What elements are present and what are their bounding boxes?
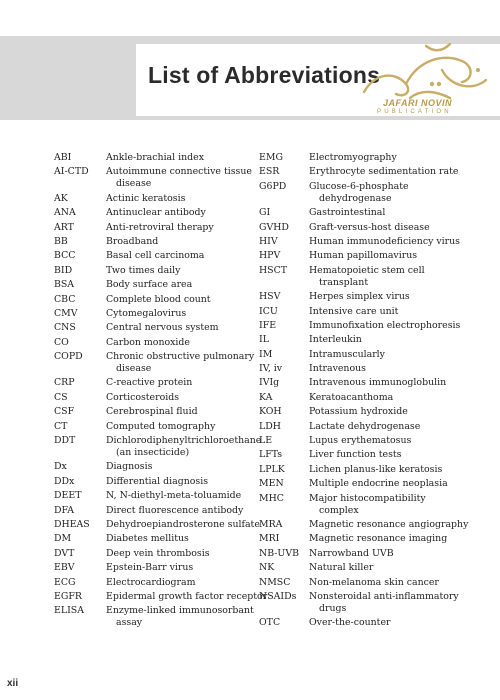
definition-line: Over-the-counter [309,617,391,629]
abbreviation-term: OTC [259,617,281,629]
abbreviation-term: DM [54,533,72,545]
abbreviation-term: IV, iv [259,363,283,375]
abbreviation-entry [54,337,250,349]
abbreviation-definition [106,392,250,404]
abbreviation-column-right [259,152,485,632]
abbreviation-term: GI [259,207,271,219]
abbreviation-definition [309,207,485,219]
abbreviation-entry [54,533,250,545]
abbreviation-definition [106,193,250,205]
abbreviation-definition [309,406,485,418]
definition-line: Human immunodeficiency virus [309,235,460,247]
definition-line: drugs [319,602,347,614]
abbreviation-entry [259,406,485,418]
abbreviation-definition [309,265,485,289]
abbreviation-entry [259,291,485,303]
abbreviation-entry [259,181,485,205]
abbreviation-definition [309,519,485,531]
definition-line: Multiple endocrine neoplasia [309,478,448,490]
abbreviation-entry [54,421,250,433]
definition-line: Diagnosis [106,461,153,473]
abbreviation-term: ICU [259,305,278,317]
abbreviation-definition [106,152,250,164]
abbreviation-definition [309,222,485,234]
abbreviation-definition [309,435,485,447]
abbreviation-definition [309,181,485,205]
definition-line: Complete blood count [106,293,211,305]
abbreviation-entry [54,377,250,389]
definition-line: Intravenous [309,363,366,375]
abbreviation-entry [259,320,485,332]
abbreviation-entry [259,548,485,560]
definition-line: Keratoacanthoma [309,391,394,403]
abbreviation-entry [54,265,250,277]
abbreviation-term: CRP [54,377,75,389]
abbreviation-definition [309,363,485,375]
abbreviation-definition [309,152,485,164]
abbreviation-definition [106,461,250,473]
abbreviation-entry [259,265,485,289]
abbreviation-definition [309,236,485,248]
abbreviation-entry [259,519,485,531]
abbreviation-entry [259,478,485,490]
abbreviation-entry [54,152,250,164]
abbreviation-term: HSCT [259,264,288,276]
abbreviation-term: CNS [54,322,76,334]
abbreviation-entry [259,533,485,545]
abbreviation-definition [106,591,267,603]
definition-line: Cerebrospinal fluid [106,406,198,418]
definition-line: Human papillomavirus [309,250,418,262]
abbreviation-entry [54,406,250,418]
abbreviation-definition [106,476,250,488]
abbreviation-entry [259,306,485,318]
abbreviation-definition [106,308,250,320]
abbreviation-definition [309,166,485,178]
definition-line: Direct fluorescence antibody [106,504,244,516]
abbreviation-term: ART [54,221,74,233]
definition-line: Autoimmune connective tissue [106,166,252,178]
abbreviation-definition [106,322,250,334]
definition-line: Electrocardiogram [106,576,196,588]
definition-line: Actinic keratosis [106,192,186,204]
definition-line: (an insecticide) [116,447,190,459]
abbreviation-term: DEET [54,490,82,502]
definition-line: Dichlorodiphenyltrichloroethane [106,435,262,447]
definition-line: Lactate dehydrogenase [309,420,421,432]
abbreviation-entry [259,349,485,361]
abbreviation-entry [54,490,250,502]
abbreviation-term: CT [54,420,68,432]
abbreviation-definition [309,533,485,545]
abbreviation-entry [54,351,255,375]
definition-line: Hematopoietic stem cell [309,264,425,276]
abbreviation-term: LFTs [259,449,283,461]
abbreviation-entry [54,577,250,589]
abbreviation-definition [106,236,250,248]
abbreviation-entry [54,518,260,531]
abbreviation-definition [309,617,485,629]
abbreviation-entry [259,617,485,629]
definition-line: Diabetes mellitus [106,533,189,545]
abbreviation-term: DDx [54,475,75,487]
abbreviation-definition [309,392,485,404]
definition-line: transplant [319,276,369,288]
abbreviation-term: CO [54,336,69,348]
abbreviation-term: NK [259,562,275,574]
abbreviation-term: EMG [259,152,283,163]
abbreviation-definition [106,421,250,433]
definition-line: Graft-versus-host disease [309,221,430,233]
abbreviation-entry [54,294,250,306]
definition-line: Narrowband UVB [309,547,394,559]
definition-line: Liver function tests [309,449,402,461]
abbreviation-definition [106,166,252,190]
brand-subtitle: PUBLICATION [377,109,452,115]
abbreviation-entry [54,476,250,488]
abbreviation-definition [309,291,485,303]
abbreviation-entry [54,250,250,262]
abbreviation-term: DHEAS [54,518,90,530]
abbreviation-definition [106,222,250,234]
abbreviation-definition [309,349,485,361]
abbreviation-term: COPD [54,351,83,363]
abbreviation-definition [106,435,261,459]
abbreviation-entry [259,591,485,615]
definition-line: Ankle-brachial index [106,152,205,163]
abbreviation-definition [309,493,485,517]
abbreviation-term: Dx [54,461,67,473]
abbreviation-entry [54,166,250,190]
abbreviation-entry [54,193,250,205]
abbreviation-term: NMSC [259,576,291,588]
abbreviation-entry [259,493,485,517]
abbreviation-term: MRA [259,518,283,530]
abbreviation-term: DVT [54,547,75,559]
definition-line: Major histocompatibility [309,492,426,504]
definition-line: Potassium hydroxide [309,406,408,418]
definition-line: Chronic obstructive pulmonary [106,351,255,363]
abbreviation-definition [106,605,254,629]
abbreviation-term: IM [259,348,273,360]
definition-line: Two times daily [106,264,181,276]
abbreviation-entry [54,590,268,603]
definition-line: Antinuclear antibody [106,207,206,219]
abbreviation-term: CSF [54,406,75,418]
abbreviation-term: HPV [259,250,281,262]
abbreviation-definition [106,505,250,517]
abbreviation-entry [259,222,485,234]
abbreviation-term: CS [54,391,68,403]
abbreviation-term: MHC [259,492,284,504]
abbreviation-entry [54,392,250,404]
abbreviation-term: ANA [54,207,76,219]
abbreviation-entry [54,322,250,334]
abbreviation-definition [106,519,260,531]
abbreviation-entry [259,435,485,447]
abbreviation-entry [54,461,250,473]
abbreviation-entry [54,222,250,234]
abbreviation-entry [259,236,485,248]
abbreviation-definition [106,250,250,262]
abbreviation-term: BCC [54,250,76,262]
abbreviation-definition [106,548,250,560]
definition-line: disease [116,178,152,190]
abbreviation-term: LE [259,435,273,447]
definition-line: Natural killer [309,562,374,574]
definition-line: Broadband [106,235,159,247]
abbreviation-definition [309,591,485,615]
abbreviation-entry [259,449,485,461]
abbreviation-entry [259,250,485,262]
abbreviation-definition [309,421,485,433]
abbreviation-definition [309,464,485,476]
abbreviation-definition [106,377,250,389]
abbreviation-entry [259,207,485,219]
abbreviation-definition [309,334,485,346]
abbreviation-term: HIV [259,235,278,247]
abbreviation-entry [54,279,250,291]
abbreviation-term: IFE [259,319,277,331]
abbreviation-entry [54,236,250,248]
abbreviation-entry [259,377,485,389]
definition-line: Body surface area [106,279,193,291]
abbreviation-term: CBC [54,293,76,305]
abbreviation-definition [106,265,250,277]
abbreviation-entry [259,363,485,375]
abbreviation-term: CMV [54,307,78,319]
abbreviation-entry [54,605,254,629]
abbreviation-entry [259,334,485,346]
abbreviation-entry [259,166,485,178]
abbreviation-entry [54,207,250,219]
definition-line: N, N-diethyl-meta-toluamide [106,490,242,502]
page-number: xii [7,678,19,689]
abbreviation-entry [259,152,485,164]
abbreviation-definition [309,250,485,262]
abbreviation-term: BSA [54,279,75,291]
definition-line: Electromyography [309,152,397,163]
abbreviation-term: EBV [54,562,75,574]
abbreviation-term: G6PD [259,180,287,192]
abbreviation-term: MRI [259,533,280,545]
abbreviation-term: AI-CTD [54,166,89,178]
abbreviation-term: LDH [259,420,281,432]
abbreviation-term: ECG [54,576,76,588]
abbreviation-entry [54,505,250,517]
definition-line: complex [319,504,359,516]
definition-line: Immunofixation electrophoresis [309,319,461,331]
definition-line: Intensive care unit [309,305,399,317]
abbreviation-entry [259,464,485,476]
definition-line: Central nervous system [106,322,219,334]
definition-line: Herpes simplex virus [309,291,410,303]
definition-line: Non-melanoma skin cancer [309,576,439,588]
definition-line: Lichen planus-like keratosis [309,463,443,475]
definition-line: Nonsteroidal anti-inflammatory [309,590,459,602]
abbreviation-definition [309,548,485,560]
abbreviation-term: BB [54,235,68,247]
abbreviation-definition [309,478,485,490]
definition-line: Differential diagnosis [106,475,209,487]
abbreviation-definition [106,533,250,545]
definition-line: Computed tomography [106,420,216,432]
top-margin [0,0,500,36]
abbreviation-entry [259,392,485,404]
abbreviation-definition [309,577,485,589]
abbreviation-term: DFA [54,504,74,516]
definition-line: Epstein-Barr virus [106,562,194,574]
definition-line: Glucose-6-phosphate [309,180,409,192]
abbreviation-definition [106,207,250,219]
abbreviation-term: AK [54,192,68,204]
definition-line: Epidermal growth factor receptor [106,590,268,602]
definition-line: Deep vein thrombosis [106,547,210,559]
definition-line: Cytomegalovirus [106,307,187,319]
abbreviation-definition [106,337,250,349]
abbreviation-term: KA [259,391,273,403]
abbreviation-definition [309,377,485,389]
abbreviation-term: DDT [54,435,76,447]
abbreviation-term: NSAIDs [259,590,297,602]
brand-name: JAFARI NOVIN [383,98,453,108]
definition-line: Carbon monoxide [106,336,190,348]
page-title: List of Abbreviations [148,62,381,88]
abbreviation-term: MEN [259,478,284,490]
definition-line: disease [116,363,152,375]
definition-line: dehydrogenase [319,192,392,204]
abbreviation-definition [106,490,250,502]
abbreviation-term: BID [54,264,73,276]
abbreviation-entry [54,308,250,320]
abbreviation-definition [309,449,485,461]
abbreviation-entry [54,562,250,574]
abbreviation-term: GVHD [259,221,289,233]
definition-line: Magnetic resonance imaging [309,533,448,545]
abbreviation-term: KOH [259,406,282,418]
abbreviation-term: HSV [259,291,281,303]
abbreviation-definition [309,306,485,318]
definition-line: C-reactive protein [106,377,193,389]
definition-line: Erythrocyte sedimentation rate [309,166,459,178]
abbreviation-entry [259,562,485,574]
abbreviation-term: ELISA [54,605,84,617]
abbreviation-term: ABI [54,152,72,163]
abbreviation-term: NB-UVB [259,547,299,559]
definition-line: Intravenous immunoglobulin [309,377,447,389]
abbreviation-term: IL [259,334,269,346]
abbreviation-definition [309,562,485,574]
abbreviation-term: IVIg [259,377,280,389]
definition-line: Basal cell carcinoma [106,250,205,262]
definition-line: Enzyme-linked immunosorbant [106,605,254,617]
abbreviation-term: ESR [259,166,280,178]
abbreviation-definition [106,279,250,291]
abbreviation-term: EGFR [54,590,82,602]
definition-line: assay [116,617,143,629]
definition-line: Lupus erythematosus [309,435,412,447]
abbreviation-entry [54,435,262,459]
definition-line: Magnetic resonance angiography [309,518,469,530]
definition-line: Intramuscularly [309,348,385,360]
definition-line: Interleukin [309,334,362,346]
abbreviation-definition [106,577,250,589]
definition-line: Anti-retroviral therapy [106,221,214,233]
abbreviation-entry [259,421,485,433]
abbreviation-definition [106,562,250,574]
abbreviation-entry [54,548,250,560]
abbreviation-term: LPLK [259,463,285,475]
abbreviation-definition [106,294,250,306]
abbreviation-definition [106,351,254,375]
abbreviation-entry [259,577,485,589]
definition-line: Dehydroepiandrosterone sulfate [106,518,260,530]
definition-line: Gastrointestinal [309,207,386,219]
abbreviation-definition [309,320,485,332]
definition-line: Corticosteroids [106,391,180,403]
abbreviation-definition [106,406,250,418]
